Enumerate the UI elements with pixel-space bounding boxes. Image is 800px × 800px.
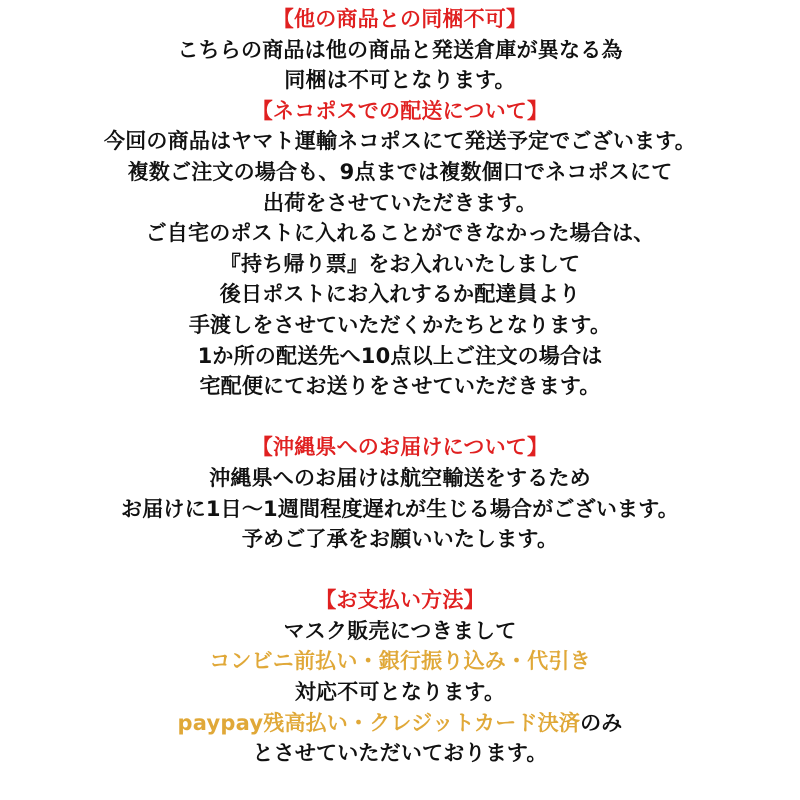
unavailable-payment-methods: コンビニ前払い・銀行振り込み・代引き xyxy=(209,649,591,674)
payment-line: とさせていただいております。 xyxy=(252,741,548,766)
okinawa-line: お届けに1日〜1週間程度遅れが生じる場合がございます。 xyxy=(121,496,679,521)
nekopos-line: 手渡しをさせていただくかたちとなります。 xyxy=(188,312,612,337)
payment-line: マスク販売につきまして xyxy=(283,618,517,643)
section-spacer xyxy=(0,402,800,433)
payment-heading: 【お支払い方法】 xyxy=(315,588,485,613)
nekopos-line: 出荷をさせていただきます。 xyxy=(263,190,537,215)
bundling-line: こちらの商品は他の商品と発送倉庫が異なる為 xyxy=(177,37,623,62)
okinawa-line: 予めご了承をお願いいたします。 xyxy=(241,527,559,552)
nekopos-line: 『持ち帰り票』をお入れいたしまして xyxy=(219,251,581,276)
nekopos-line: 複数ご注文の場合も、9点までは複数個口でネコポスにて xyxy=(127,159,673,184)
accepted-payment-methods: paypay残高払い・クレジットカード決済 xyxy=(177,710,581,735)
okinawa-heading: 【沖縄県へのお届けについて】 xyxy=(251,435,549,460)
shipping-notice xyxy=(0,4,800,769)
okinawa-line: 沖縄県へのお届けは航空輸送をするため xyxy=(209,465,591,490)
nekopos-line: 宅配便にてお送りをさせていただきます。 xyxy=(199,374,601,399)
accepted-payment-suffix: のみ xyxy=(580,710,623,735)
nekopos-line: 1か所の配送先へ10点以上ご注文の場合は xyxy=(197,343,603,368)
section-spacer xyxy=(0,555,800,586)
nekopos-line: 後日ポストにお入れするか配達員より xyxy=(219,282,581,307)
accepted-payment-line xyxy=(0,708,800,739)
bundling-heading: 【他の商品との同梱不可】 xyxy=(272,7,528,31)
nekopos-heading: 【ネコポスでの配送について】 xyxy=(251,98,549,123)
nekopos-line: ご自宅のポストに入れることができなかった場合は、 xyxy=(145,221,655,246)
payment-line: 対応不可となります。 xyxy=(294,680,506,705)
nekopos-line: 今回の商品はヤマト運輸ネコポスにて発送予定でございます。 xyxy=(104,129,696,154)
bundling-line: 同梱は不可となります。 xyxy=(284,68,516,93)
